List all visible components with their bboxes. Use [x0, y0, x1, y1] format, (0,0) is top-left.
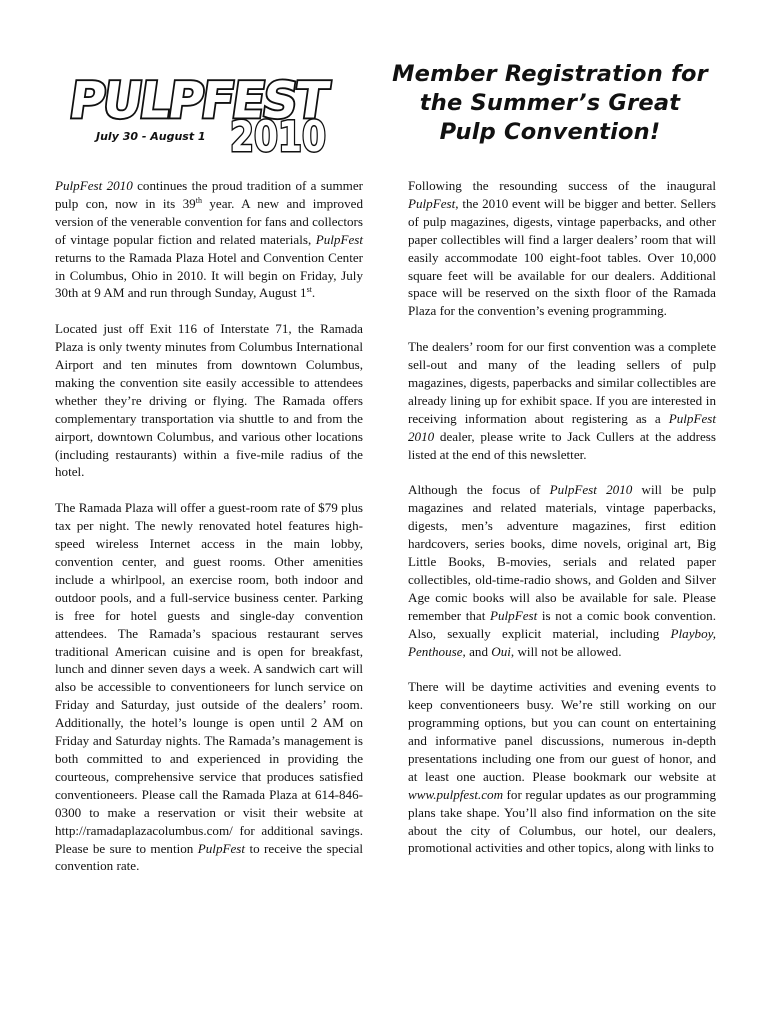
logo-year: 2010 [230, 112, 326, 161]
pulpfest-2010-logo [65, 56, 330, 161]
left-column [55, 177, 363, 893]
right-paragraph-1: Following the resounding success of the inaugural PulpFest, the 2010 event will be bigger and better. Sellers of pulp magazines, digests, vintage paperbacks, and other paper collectibles will find a larger dealers’ room that will easily accommodate 100 eight-foot tables. Over 10,000 square feet will be available for our dealers. Additional space will be reserved on the sixth floor of the Ramada Plaza for the convention’s evening programming. [408, 178, 716, 319]
left-paragraph-3: The Ramada Plaza will offer a guest-room rate of $79 plus tax per night. The newly renovated hotel features high-speed wireless Internet access in the main lobby, convention center, and guest rooms. Other amenities include a whirlpool, an exercise room, both indoor and outdoor pools, and a full-service business center. Parking is free for hotel guests and single-day convention attendees. The Ramada’s spacious restaurant serves traditional American cuisine and is open for breakfast, lunch and dinner seven days a week. A sandwich cart will also be accessible to conventioneers for lunch service on Friday and Saturday, just outside of the dealers’ room. Additionally, the hotel’s lounge is open until 2 AM on Friday and Saturday nights. The Ramada’s management is both committed to and experienced in providing the courteous, comprehensive service that produces satisfied conventioneers. Please call the Ramada Plaza at 614-846-0300 to make a reservation or visit their website at http://ramadaplazacolumbus.com/ for additional savings. Please be sure to mention PulpFest to receive the special convention rate. [55, 500, 364, 874]
right-paragraph-3: Although the focus of PulpFest 2010 will be pulp magazines and related materials, vintage paperbacks, digests, men’s adventure magazines, first edition hardcovers, series books, dime novels, original art, Big Little Books, B-movies, serials and related paper collectibles, old-time-radio shows, and Golden and Silver Age comic books will also be available for sale. Please remember that PulpFest is not a comic book convention. Also, sexually explicit material, including Playboy, Penthouse, and Oui, will not be allowed. [408, 482, 717, 659]
heading-line-3: Pulp Convention! [439, 119, 661, 145]
left-paragraph-1: PulpFest 2010 continues the proud tradition of a summer pulp con, now in its 39th year. A new and improved version of the venerable convention for fans and collectors of vintage popular fiction and related materials, PulpFest returns to the Ramada Plaza Hotel and Convention Center in Columbus, Ohio in 2010. It will begin on Friday, July 30th at 9 AM and run through Sunday, August 1st. [55, 178, 363, 301]
right-paragraph-2: The dealers’ room for our first convention was a complete sell-out and many of the leading sellers of pulp magazines, digests, paperbacks and similar collectibles are already lining up for exhibit space. If you are interested in receiving information about registering as a PulpFest 2010 dealer, please write to Jack Cullers at the address listed at the end of this newsletter. [408, 339, 716, 462]
logo-dates: July 30 - August 1 [96, 130, 206, 143]
left-paragraph-2: Located just off Exit 116 of Interstate 71, the Ramada Plaza is only twenty minutes from Columbus International Airport and ten minutes from downtown Columbus, making the convention site easily accessible to attendees whether they’re driving or flying. The Ramada offers complementary transportation via shuttle to and from the airport, downtown Columbus, and various other locations (including restaurants) within a five-mile radius of the hotel. [55, 321, 363, 480]
right-paragraph-4: There will be daytime activities and evening events to keep conventioneers busy. We’re still working on our programming options, but you can count on entertaining and informative panel discussions, numerous in-depth presentations including one from our guest of honor, and at least one auction. Please bookmark our website at www.pulpfest.com for regular updates as our programming plans take shape. You’ll also find information on the site about the city of Columbus, our hotel, our dealers, promotional activities and other topics, along with links to [408, 679, 716, 856]
heading-line-2: the Summer’s Great [419, 90, 681, 116]
page-heading [380, 60, 720, 147]
logo-word: PULPFEST [65, 71, 286, 130]
logo-graphic [65, 56, 330, 161]
heading-line-1: Member Registration for [392, 61, 708, 87]
website-link: www.pulpfest.com [408, 786, 504, 802]
right-column [408, 177, 716, 875]
